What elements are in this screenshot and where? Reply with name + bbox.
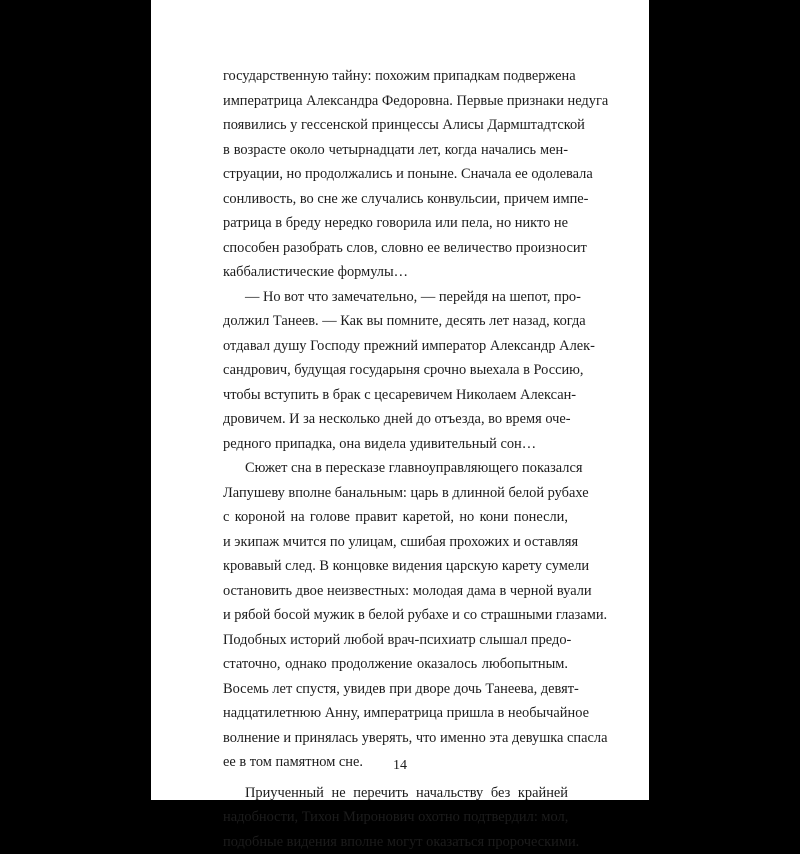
text-line: остановить двое неизвестных: молодая дама в черной вуали <box>223 579 568 604</box>
text-line: статочно, однако продолжение оказалось любопытным. <box>223 652 568 677</box>
text-line: редного припадка, она видела удивительный сон… <box>223 432 568 457</box>
text-line: должил Танеев. — Как вы помните, десять лет назад, когда <box>223 309 568 334</box>
text-line: в возрасте около четырнадцати лет, когда начались мен- <box>223 138 568 163</box>
text-line: Сюжет сна в пересказе главноуправляющего показался <box>223 456 568 481</box>
text-line: способен разобрать слов, словно ее величество произносит <box>223 236 568 261</box>
text-line: надцатилетнюю Анну, императрица пришла в необычайное <box>223 701 568 726</box>
text-line: подобные видения вполне могут оказаться пророческими. <box>223 830 568 854</box>
right-black-margin <box>649 0 800 800</box>
text-line: императрица Александра Федоровна. Первые признаки недуга <box>223 89 568 114</box>
text-line: и экипаж мчится по улицам, сшибая прохожих и оставляя <box>223 530 568 555</box>
text-line: Приученный не перечить начальству без крайней <box>223 781 568 806</box>
body-text <box>223 64 568 854</box>
text-line: волнение и принялась уверять, что именно эта девушка спасла <box>223 726 568 751</box>
text-line: государственную тайну: похожим припадкам подвержена <box>223 64 568 89</box>
text-line: Восемь лет спустя, увидев при дворе дочь Танеева, девят- <box>223 677 568 702</box>
paragraph <box>223 285 568 457</box>
text-line: и рябой босой мужик в белой рубахе и со страшными глазами. <box>223 603 568 628</box>
text-line: дровичем. И за несколько дней до отъезда, во время оче- <box>223 407 568 432</box>
text-line: струации, но продолжались и поныне. Сначала ее одолевала <box>223 162 568 187</box>
text-line: ее в том памятном сне. <box>223 750 568 775</box>
text-line: чтобы вступить в брак с цесаревичем Николаем Алексан- <box>223 383 568 408</box>
text-line: Лапушеву вполне банальным: царь в длинной белой рубахе <box>223 481 568 506</box>
text-line: появились у гессенской принцессы Алисы Дармштадтской <box>223 113 568 138</box>
paragraph <box>223 781 568 854</box>
book-page <box>151 0 649 800</box>
text-line: кровавый след. В концовке видения царскую карету сумели <box>223 554 568 579</box>
text-line: отдавал душу Господу прежний император Александр Алек- <box>223 334 568 359</box>
text-line: каббалистические формулы… <box>223 260 568 285</box>
text-line: надобности, Тихон Миронович охотно подтвердил: мол, <box>223 805 568 830</box>
paragraph <box>223 64 568 285</box>
text-line: сандрович, будущая государыня срочно выехала в Россию, <box>223 358 568 383</box>
paragraph <box>223 456 568 775</box>
left-black-margin <box>0 0 151 800</box>
text-line: ратрица в бреду нередко говорила или пела, но никто не <box>223 211 568 236</box>
text-line: с короной на голове правит каретой, но кони понесли, <box>223 505 568 530</box>
page-number: 14 <box>151 758 649 774</box>
text-line: Подобных историй любой врач-психиатр слышал предо- <box>223 628 568 653</box>
text-line: — Но вот что замечательно, — перейдя на шепот, про- <box>223 285 568 310</box>
text-line: сонливость, во сне же случались конвульсии, причем импе- <box>223 187 568 212</box>
